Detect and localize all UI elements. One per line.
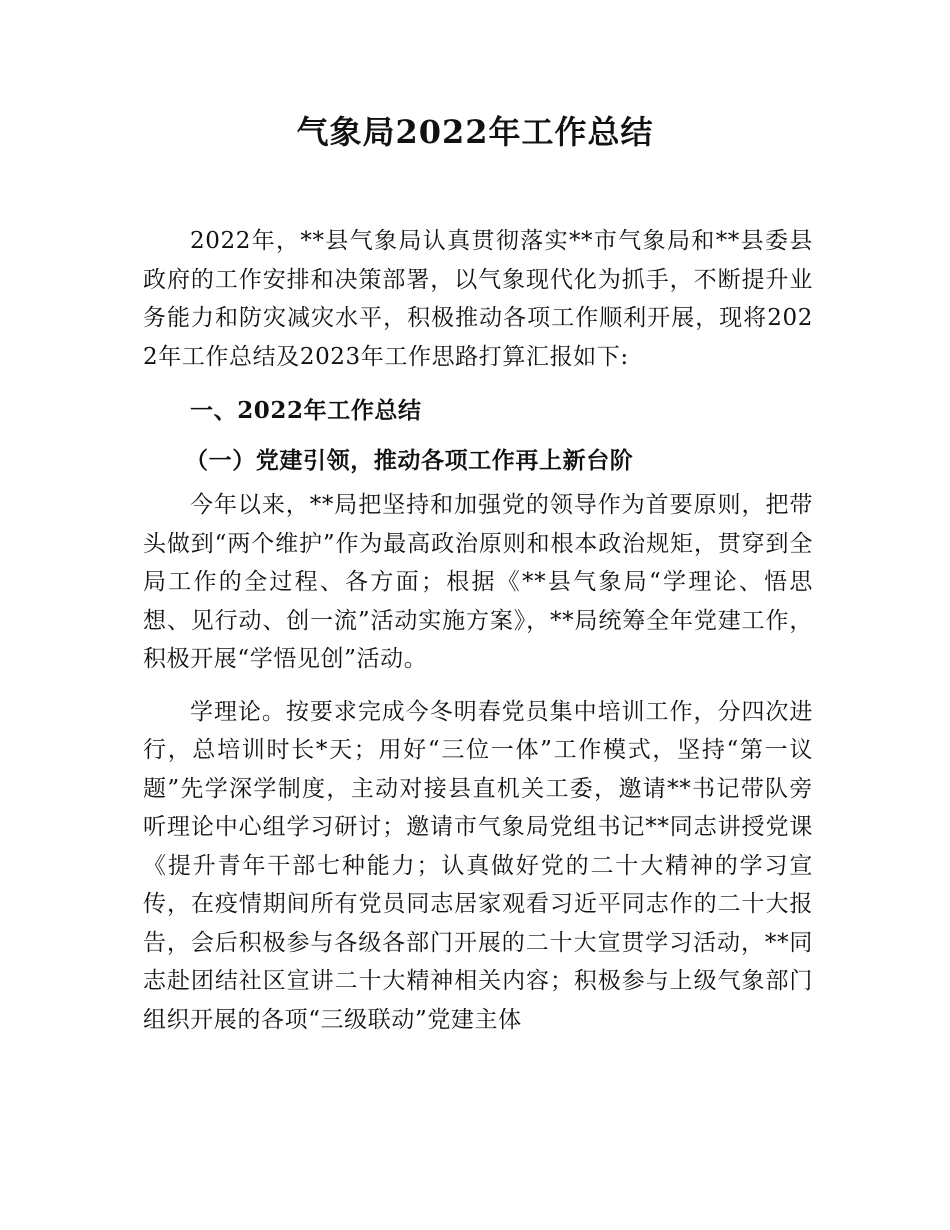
body-paragraph-2: 学理论。按要求完成今冬明春党员集中培训工作，分四次进行，总培训时长*天；用好“三位一体”工作模式，坚持“第一议题”先学深学制度，主动对接县直机关工委，邀请**书记带队旁听理论中心组学习研讨；邀请市气象局党组书记**同志讲授党课《提升青年干部七种能力；认真做好党的二十大精神的学习宣传，在疫情期间所有党员同志居家观看习近平同志作的二十大报告，会后积极参与各级各部门开展的二十大宣贯学习活动，**同志赴团结社区宣讲二十大精神相关内容；积极参与上级气象部门组织开展的各项“三级联动”党建主体 — [143, 698, 813, 1033]
document-title: 气象局2022年工作总结 — [296, 113, 654, 151]
subsection-heading-1: （一）党建引领，推动各项工作再上新台阶 — [185, 447, 634, 474]
section-heading-1: 一、2022年工作总结 — [190, 397, 422, 424]
intro-paragraph: 2022年，**县气象局认真贯彻落实**市气象局和**县委县政府的工作安排和决策部署，以气象现代化为抓手，不断提升业务能力和防灾减灾水平，积极推动各项工作顺利开展，现将2022年工作总结及2023年工作思路打算汇报如下: — [143, 228, 813, 370]
document-body — [143, 222, 813, 1039]
body-paragraph-1: 今年以来，**局把坚持和加强党的领导作为首要原则，把带头做到“两个维护”作为最高政治原则和根本政治规矩，贯穿到全局工作的全过程、各方面；根据《**县气象局“学理论、悟思想、见行动、创一流”活动实施方案》，**局统筹全年党建工作，积极开展“学悟见创”活动。 — [143, 492, 813, 672]
